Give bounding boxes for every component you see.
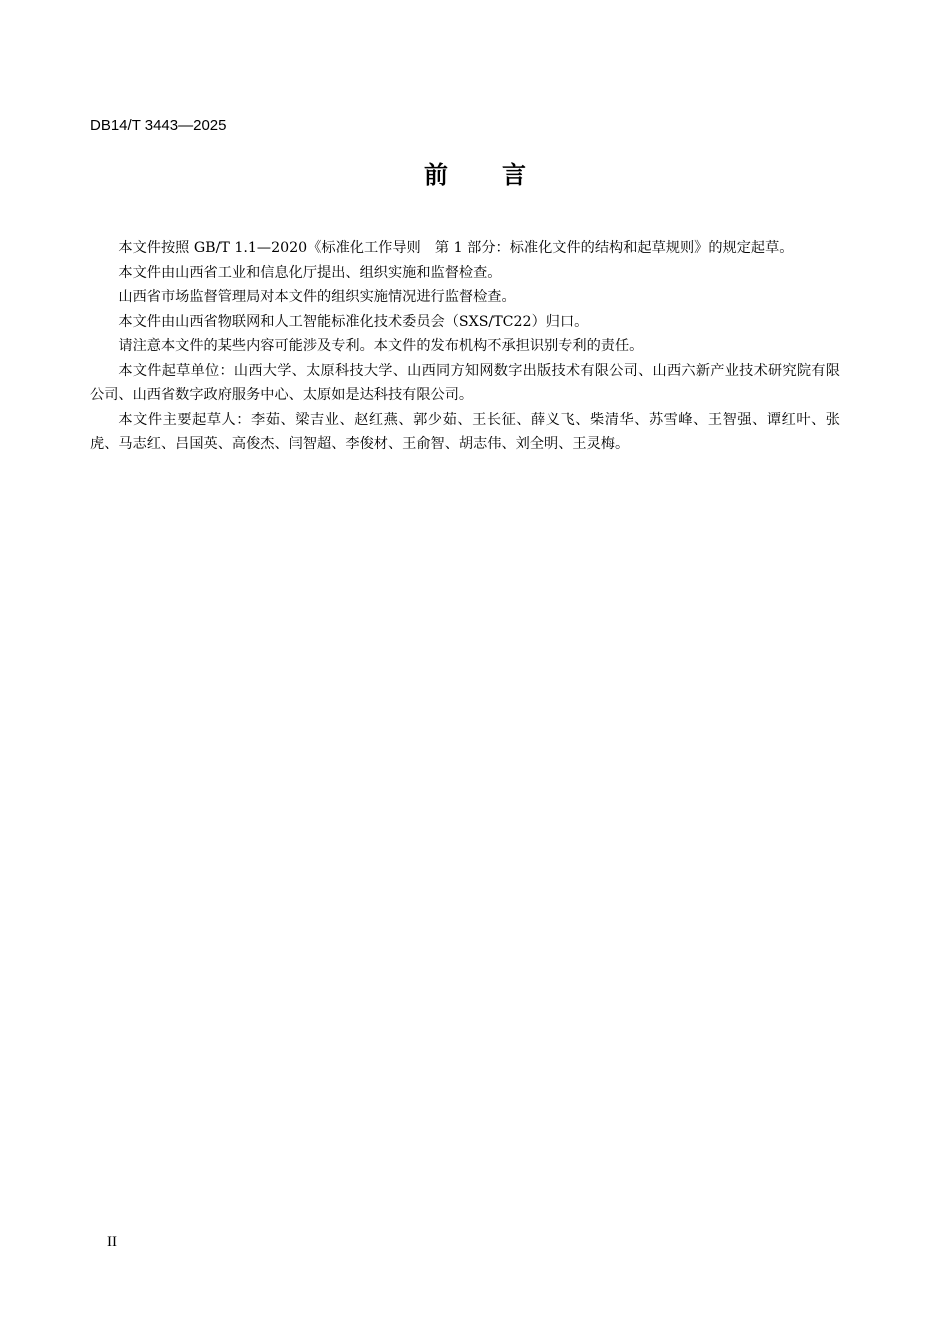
paragraph-proposer: 本文件由山西省工业和信息化厅提出、组织实施和监督检查。 xyxy=(118,264,502,281)
section-title: 前言 xyxy=(424,161,580,189)
foreword-body xyxy=(90,236,840,457)
paragraph-supervision: 山西省市场监督管理局对本文件的组织实施情况进行监督检查。 xyxy=(118,289,516,305)
document-code: DB14/T 3443—2025 xyxy=(90,117,227,134)
page-number: II xyxy=(107,1234,117,1250)
paragraph-patent-notice: 请注意本文件的某些内容可能涉及专利。本文件的发布机构不承担识别专利的责任。 xyxy=(118,338,644,354)
paragraph-drafting-rules: 本文件按照 GB/T 1.1—2020《标准化工作导则 第 1 部分：标准化文件的结构和起草规则》的规定起草。 xyxy=(118,240,794,256)
paragraph-committee: 本文件由山西省物联网和人工智能标准化技术委员会（SXS/TC22）归口。 xyxy=(118,313,589,330)
paragraph-drafters: 本文件主要起草人：李茹、梁吉业、赵红燕、郭少茹、王长征、薛义飞、柴清华、苏雪峰、王智强、谭红叶、张虎、马志红、吕国英、高俊杰、闫智超、李俊材、王俞智、胡志伟、刘全明、王灵梅。 xyxy=(90,411,840,452)
paragraph-drafting-units: 本文件起草单位：山西大学、太原科技大学、山西同方知网数字出版技术有限公司、山西六新产业技术研究院有限公司、山西省数字政府服务中心、太原如是达科技有限公司。 xyxy=(90,362,840,403)
